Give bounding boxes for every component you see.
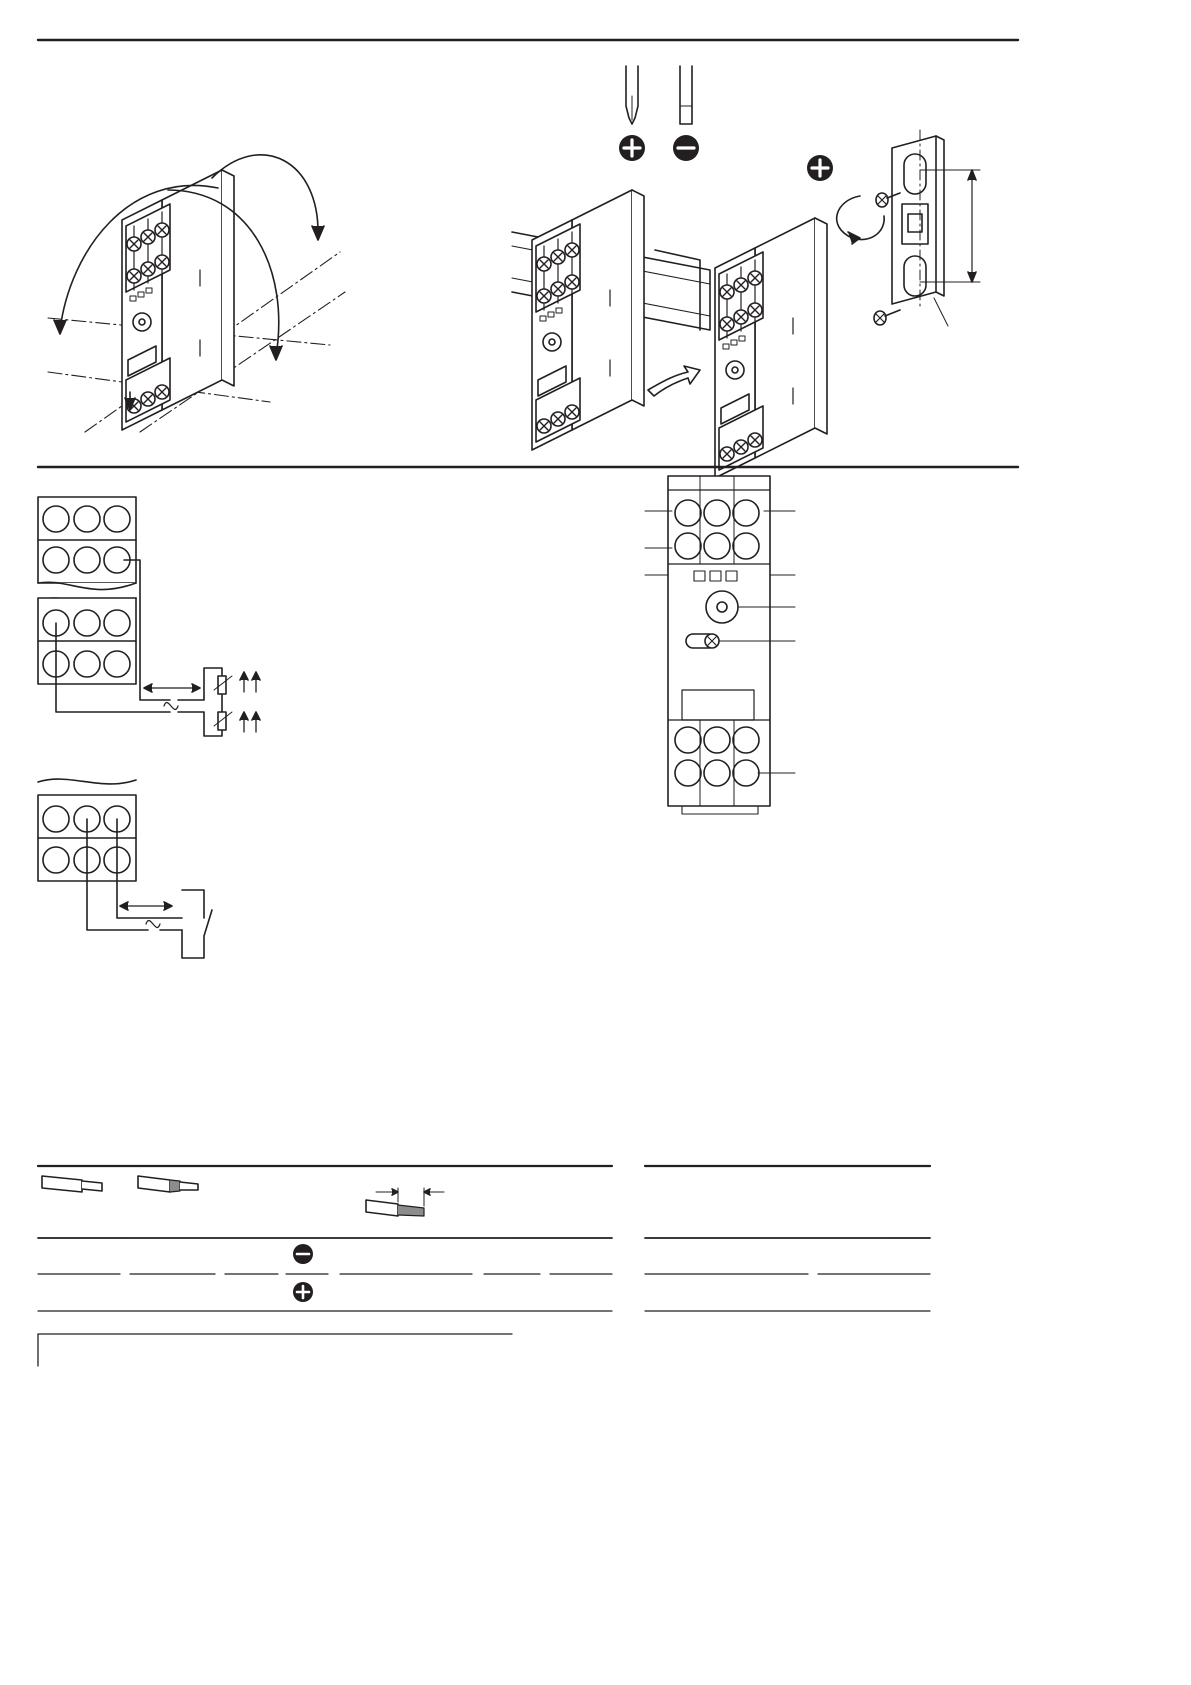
slotted-icon [673, 135, 699, 161]
contact-wiring-diagram [38, 779, 212, 958]
din-rail-mounting-drawing [512, 190, 827, 478]
stranded-wire-ferrule-icon [138, 1176, 198, 1192]
wire-specification-table [38, 1166, 930, 1366]
phillips-icon [807, 155, 833, 181]
screwdriver-slotted-icon [680, 66, 692, 124]
screw-mounting-drawing [837, 130, 980, 326]
phillips-icon [293, 1282, 313, 1302]
device-front-view [645, 476, 795, 814]
screwdriver-phillips-icon [626, 66, 638, 124]
screw-icon [874, 310, 900, 325]
note-box [38, 1334, 512, 1366]
mounting-orientation-drawing [48, 155, 345, 432]
slotted-icon [293, 1244, 313, 1264]
strip-length-icon [366, 1188, 444, 1216]
phillips-icon [619, 135, 645, 161]
solid-wire-icon [42, 1176, 102, 1192]
sensor-wiring-diagram [38, 497, 260, 736]
